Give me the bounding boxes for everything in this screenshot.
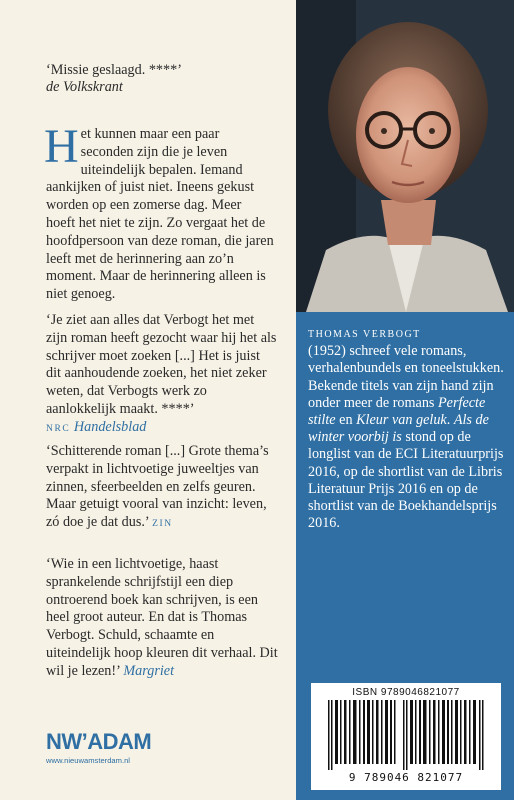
front-quote-text: ‘Missie geslaagd. ****’ <box>46 62 182 78</box>
blue-panel <box>296 0 514 800</box>
bio-title3: Als de winter voorbij is <box>308 412 489 446</box>
excerpt-text: et kunnen maar een paar seconden zijn die je leven uiteindelijk bepalen. Iemand aankijken of juist niet. Ineens gekust worden op een zomerse dag. Meer hoeft het niet te zijn. Zo vergaat het de hoofdpersoon van deze roman, die jaren leeft met de herinnering aan zo’n moment. Maar de herinnering alleen is niet genoeg. <box>46 126 274 303</box>
publisher-logo-text: NW’ADAM <box>46 729 152 754</box>
author-bio <box>308 325 508 532</box>
publisher-url: www.nieuwamsterdam.nl <box>46 756 130 765</box>
author-portrait-illustration <box>296 0 514 312</box>
quote-margriet <box>46 556 278 681</box>
excerpt <box>44 120 274 304</box>
quote-nrc-text: ‘Je ziet aan alles dat Verbogt het met zijn roman heeft gezocht waar hij het als schrijver moet zoeken [...] Het is juist dit aanhoudende zoeken, het niet zeker weten, dat Verbogts werk zo aanlokkelijk maakt. ****’ <box>46 312 277 417</box>
isbn-label: ISBN 9789046821077 <box>352 687 460 698</box>
quote-nrc <box>46 312 278 439</box>
front-quote <box>46 62 182 96</box>
quote-zin-text: ‘Schitterende roman [...] Grote thema’s verpakt in lichtvoetige juweeltjes van zinnen, sfeerbeelden en zelfs geuren. Maar getuigt vooral van inzicht: leven, zó doe je dat dus.’ <box>46 443 269 531</box>
bio-and: en <box>339 412 353 429</box>
quote-margriet-source: Margriet <box>123 662 175 679</box>
quote-margriet-text: ‘Wie in een lichtvoetige, haast sprankelende schrijfstijl een diep ontroerend boek kan schrijven, is een heel groot auteur. En dat is Thomas Verbogt. Schuld, schaamte en uiteindelijk hoop kleuren dit verhaal. Dit wil je lezen!’ <box>46 556 278 679</box>
quote-nrc-source-prefix: NRC <box>46 423 71 434</box>
author-name: THOMAS VERBOGT <box>308 329 421 340</box>
bio-period: . <box>446 412 451 429</box>
bio-title2: Kleur van geluk <box>356 412 447 429</box>
quote-nrc-source-name: Handelsblad <box>73 418 147 435</box>
author-photo <box>296 0 514 312</box>
dropcap: H <box>44 120 79 173</box>
bio-title1: Perfecte stilte <box>308 394 486 429</box>
publisher-logo <box>46 731 151 765</box>
front-quote-source: de Volkskrant <box>46 79 123 95</box>
isbn-number: 9 789046 821077 <box>348 771 464 784</box>
quote-zin-source: ZIN <box>152 519 173 530</box>
barcode <box>311 683 501 790</box>
barcode-bars <box>328 700 484 770</box>
bio-part1: (1952) schreef vele romans, verhalenbundels en toneelstukken. Bekende titels van zijn hand zijn onder meer de romans <box>308 343 504 411</box>
bio-part2: stond op de longlist van de ECI Literatuurprijs 2016, op de shortlist van de Libris Literatuur Prijs 2016 en op de shortlist van de Boekhandelsprijs 2016. <box>308 429 504 532</box>
quote-zin <box>46 443 278 534</box>
